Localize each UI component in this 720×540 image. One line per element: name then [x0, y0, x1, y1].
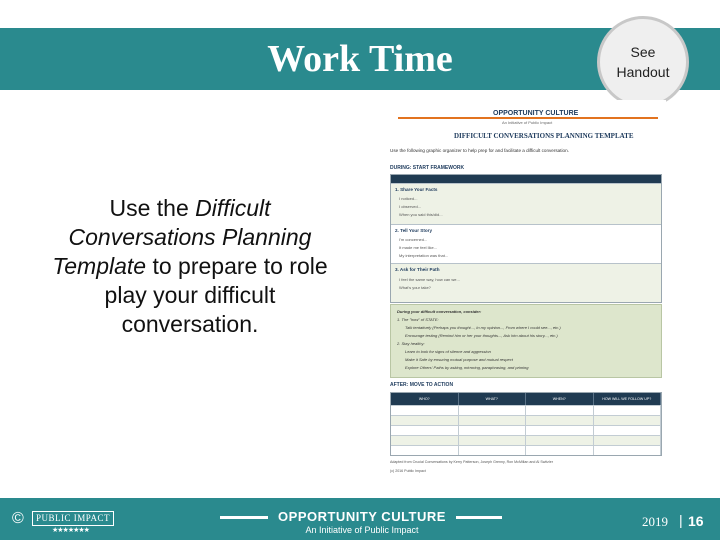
- handout-row-line: My interpretation was that...: [399, 253, 449, 258]
- handout-logo-arrow: [398, 117, 658, 119]
- badge-line-1: See: [630, 44, 656, 60]
- handout-footer-copyright: (c) 2016 Public Impact: [390, 469, 426, 473]
- handout-section-after: AFTER: MOVE TO ACTION: [390, 382, 454, 388]
- handout-footer-credit: Adapted from Crucial Conversations by Kerry Patterson, Joseph Grenny, Ron McMillan and Al Switzler: [390, 460, 553, 464]
- grid-header-when: WHEN?: [526, 393, 594, 405]
- handout-grid-row: [391, 415, 661, 425]
- public-impact-stars: ★★★★★★★: [52, 527, 89, 534]
- opportunity-culture-subtitle: An Initiative of Public Impact: [305, 525, 419, 535]
- handout-consider-line: 2. Stay healthy:: [397, 341, 425, 346]
- instruction-part-1: Use the: [109, 195, 196, 221]
- handout-row-line: It made me feel like...: [399, 245, 438, 250]
- handout-row-title: 2. Tell Your Story: [395, 228, 433, 233]
- handout-row-line: I feel the same way, how can we...: [399, 277, 460, 282]
- handout-start-table: [390, 174, 662, 303]
- handout-action-grid: [390, 392, 662, 456]
- handout-grid-row: [391, 425, 661, 435]
- handout-table-header: [391, 175, 661, 183]
- handout-row-line: What's your take?: [399, 285, 431, 290]
- grid-header-who: WHO?: [391, 393, 459, 405]
- handout-consider-line: Learn to look for signs of silence and aggression: [405, 349, 491, 354]
- handout-row-line: I'm concerned...: [399, 237, 428, 242]
- slide-number: 16: [688, 513, 704, 529]
- handout-consider-line: Make it Safe by ensuring mutual purpose and mutual respect: [405, 357, 513, 362]
- handout-logo-text: OPPORTUNITY CULTURE: [490, 110, 581, 117]
- handout-row-line: I observed...: [399, 204, 422, 209]
- arrow-right-icon: [456, 516, 502, 519]
- slide-separator: |: [679, 512, 683, 528]
- handout-intro: Use the following graphic organizer to help prep for and facilitate a difficult conversation.: [390, 148, 569, 153]
- opportunity-culture-logo: [220, 508, 504, 536]
- handout-grid-header: [391, 393, 661, 405]
- badge-line-2: Handout: [616, 64, 670, 80]
- handout-grid-row: [391, 445, 661, 455]
- handout-row-title: 1. Share Your Facts: [395, 187, 438, 192]
- handout-thumbnail: [376, 100, 666, 488]
- handout-grid-row: [391, 435, 661, 445]
- handout-row: [391, 183, 661, 224]
- handout-row: [391, 224, 661, 263]
- handout-logo-sub: An Initiative of Public Impact: [502, 120, 553, 125]
- grid-header-what: WHAT?: [459, 393, 527, 405]
- handout-grid-row: [391, 405, 661, 415]
- handout-consider-line: During your difficult conversation, consider:: [397, 309, 482, 314]
- handout-consider-box: [390, 304, 662, 378]
- slide-title: Work Time: [267, 38, 453, 80]
- grid-header-follow-up: HOW WILL WE FOLLOW UP?: [594, 393, 662, 405]
- handout-consider-line: Explore Others' Paths by asking, mirroring, paraphrasing, and priming: [405, 365, 529, 370]
- handout-section-during: DURING: START FRAMEWORK: [390, 165, 465, 171]
- handout-consider-line: Talk tentatively (Perhaps you thought..., In my opinion..., From where I could see..., etc.): [405, 325, 561, 330]
- handout-row-line: When you said this/did...: [399, 212, 443, 217]
- arrow-left-icon: [220, 516, 268, 519]
- copyright-symbol: ©: [12, 510, 24, 527]
- opportunity-culture-title: OPPORTUNITY CULTURE: [278, 509, 446, 524]
- see-handout-badge: [597, 16, 689, 108]
- handout-row-title: 3. Ask for Their Path: [395, 267, 440, 272]
- handout-row-line: I noticed...: [399, 196, 418, 201]
- template-name: Difficult Conversations Planning Template: [52, 195, 312, 279]
- handout-row: [391, 263, 661, 302]
- instruction-text: [38, 194, 342, 339]
- public-impact-logo: PUBLIC IMPACT: [32, 511, 114, 526]
- handout-consider-line: 1. The "how" of STATE:: [397, 317, 439, 322]
- handout-logo: [398, 108, 658, 128]
- handout-title: DIFFICULT CONVERSATIONS PLANNING TEMPLATE: [454, 132, 634, 140]
- slide-year: 2019: [642, 514, 668, 529]
- instruction-part-2: to prepare to role play your difficult conversation.: [104, 253, 328, 337]
- handout-consider-line: Encourage testing (Remind him or her your thoughts..., Ask him about his story..., etc.): [405, 333, 558, 338]
